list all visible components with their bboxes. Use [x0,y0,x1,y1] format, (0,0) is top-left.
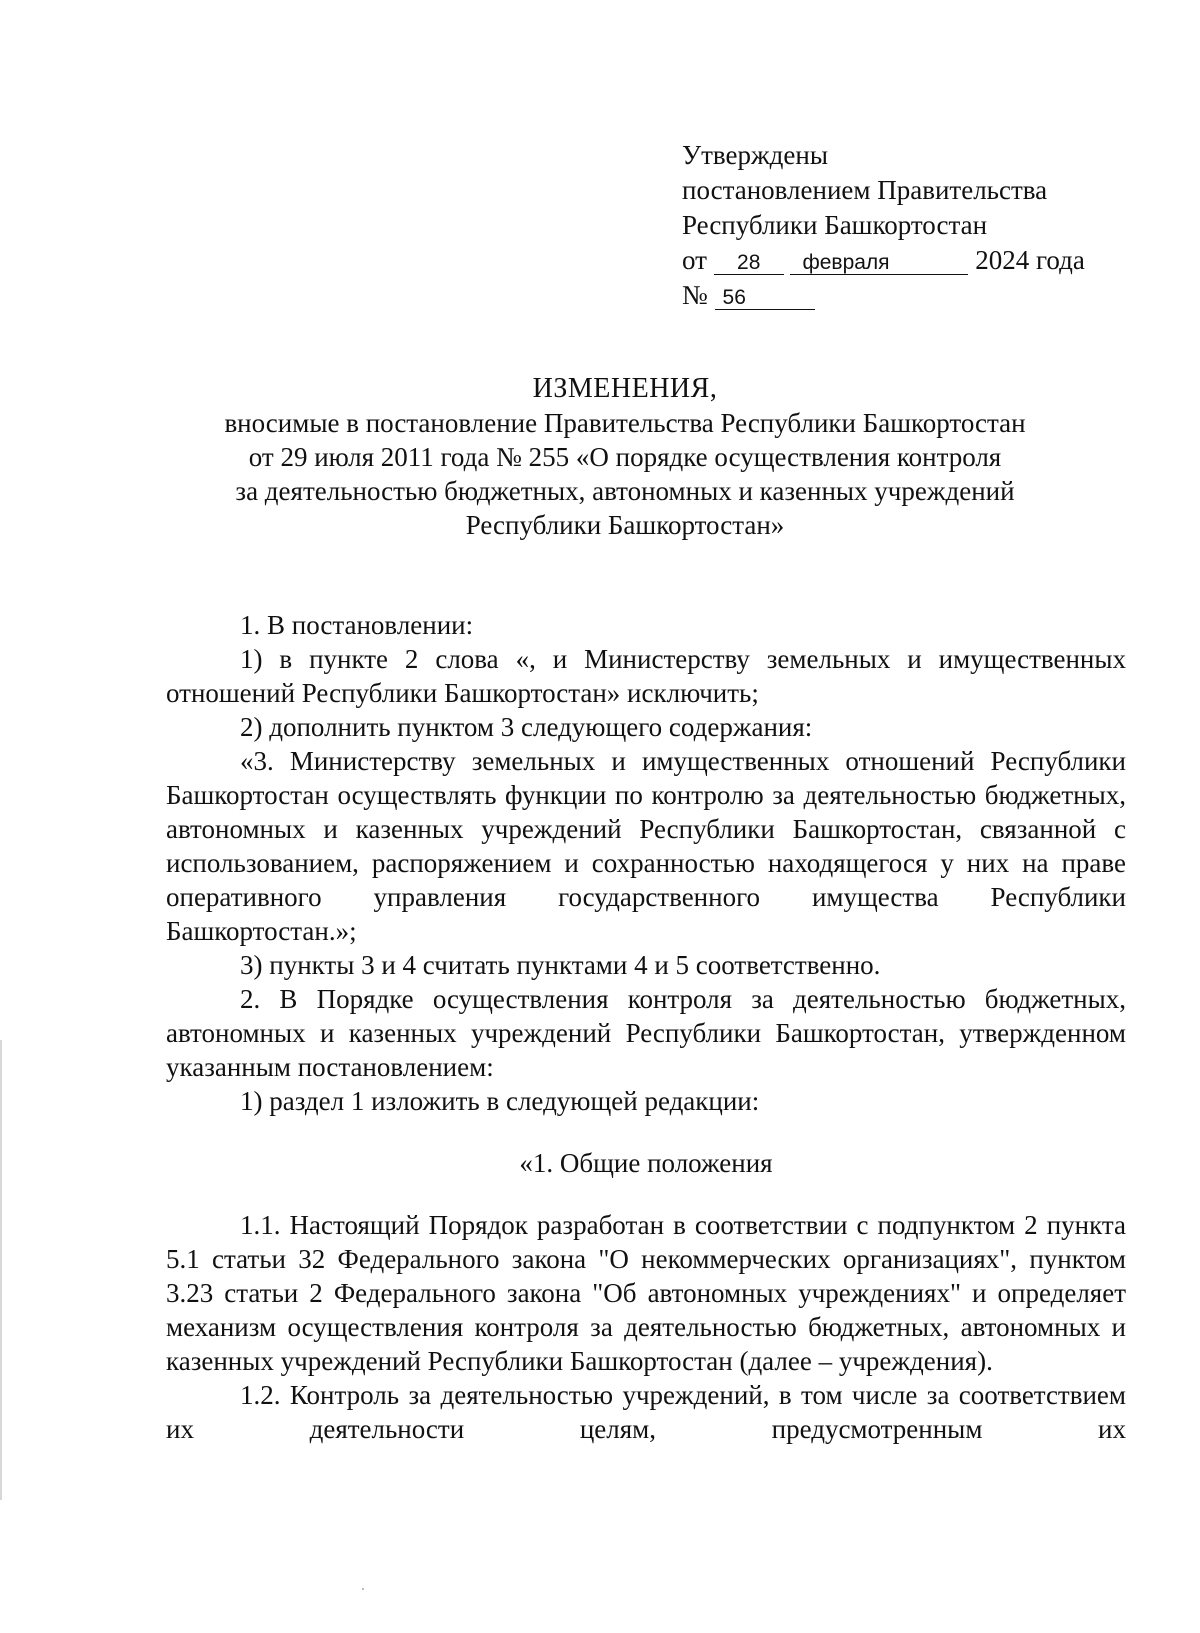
approval-date [682,243,1085,278]
approval-stamp [682,138,1085,313]
title-line-4: Республики Башкортостан» [465,510,785,540]
date-prefix: от [682,245,707,275]
title-line-3: за деятельностью бюджетных, автономных и казенных учреждений [235,476,1015,506]
approval-number [682,278,1085,313]
paragraph-6: 2. В Порядке осуществления контроля за деятельностью бюджетных, автономных и казенных учреждений Республики Башкортостан, утвержденном указанным постановлением: [166,984,1126,1082]
paragraph-2: 1) в пункте 2 слова «, и Министерству земельных и имущественных отношений Республики Башкортостан» исключить; [166,644,1126,708]
date-month: февраля [790,252,968,275]
paragraph-1: 1. В постановлении: [240,610,474,640]
approval-line-resolution: постановлением Правительства [682,175,1048,205]
scan-edge-mark [0,1040,2,1500]
paragraph-7: 1) раздел 1 изложить в следующей редакции: [240,1086,760,1116]
paragraph-3: 2) дополнить пунктом 3 следующего содержания: [240,712,813,742]
paragraph-5: 3) пункты 3 и 4 считать пунктами 4 и 5 соответственно. [240,950,881,980]
paragraph-4: «3. Министерству земельных и имущественных отношений Республики Башкортостан осуществлять функции по контролю за деятельностью бюджетных, автономных и казенных учреждений Республики Башкортостан, связанной с использованием, распоряжением и сохранностью находящегося у них на праве оперативного управления государственного имущества Республики Башкортостан.»; [166,746,1126,946]
scan-dust-dot [362,1588,364,1590]
document-number: 56 [715,287,815,310]
paragraph-8: 1.1. Настоящий Порядок разработан в соответствии с подпунктом 2 пункта 5.1 статьи 32 Федерального закона "О некоммерческих организациях", пунктом 3.23 статьи 2 Федерального закона "Об автономных учреждениях" и определяет механизм осуществления контроля за деятельностью бюджетных, автономных и казенных учреждений Республики Башкортостан (далее – учреждения). [166,1210,1126,1376]
title-line-1: вносимые в постановление Правительства Республики Башкортостан [224,408,1026,438]
approval-line-republic: Республики Башкортостан [682,210,988,240]
approval-line-approved: Утверждены [682,140,828,170]
date-year: 2024 года [975,245,1085,275]
document-title [150,372,1100,542]
number-prefix: № [682,280,708,310]
title-line-2: от 29 июля 2011 года № 255 «О порядке осуществления контроля [248,442,1002,472]
document-body [166,608,1126,1446]
title-main: ИЗМЕНЕНИЯ, [532,373,718,404]
paragraph-9: 1.2. Контроль за деятельностью учреждений, в том числе за соответствием их деятельности целям, предусмотренным их [166,1380,1126,1444]
section-title: «1. Общие положения [519,1148,773,1178]
date-day: 28 [714,252,784,275]
